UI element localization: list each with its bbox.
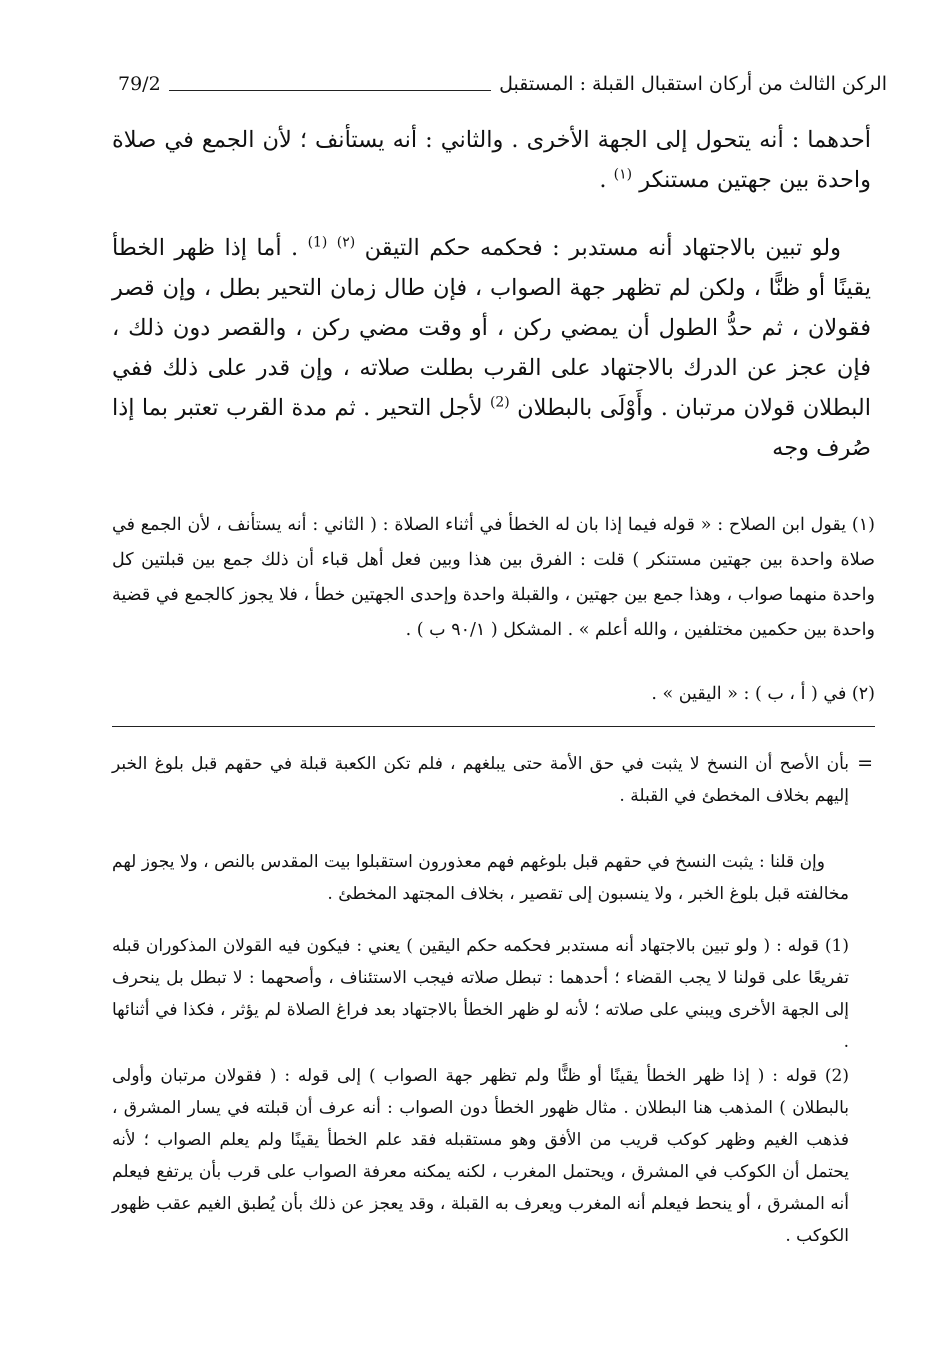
chapter-title: الركن الثالث من أركان استقبال القبلة : المستقبل bbox=[499, 73, 887, 95]
main-text: لأجل التحير . ثم مدة القرب تعتبر بما إذا صُرف وجه bbox=[112, 395, 871, 461]
continuation-mark: = bbox=[857, 752, 873, 774]
main-paragraph-1 bbox=[112, 120, 871, 200]
page-number: 79/2 bbox=[118, 73, 161, 95]
header-rule bbox=[169, 90, 491, 91]
continuation-text: بأن الأصح أن النسخ لا يثبت في حق الأمة حتى يبلغهم ، فلم تكن الكعبة قبلة في حقهم قبل بلوغ الخبر إليهم بخلاف المخطئ في القبلة . bbox=[112, 754, 849, 806]
note-ref: (2) bbox=[489, 394, 510, 411]
running-header bbox=[118, 64, 887, 104]
main-text: ولو تبين بالاجتهاد أنه مستدبر : فحكمه حكم التيقن bbox=[364, 235, 842, 261]
footnote-text: (٢) في ( أ ، ب ) : « اليقين » . bbox=[651, 684, 875, 704]
footnote-ref: (٢) bbox=[336, 234, 356, 251]
commentary-text: (2) قوله : ( إذا ظهر الخطأ يقينًا أو ظنًّا ولم تظهر جهة الصواب ) إلى قوله : ( فقولان مرتبان وأولى بالبطلان ) المذهب هنا البطلان . مثال ظهور الخطأ دون الصواب : أنه عرف أن قبلته في يسار المشرق ، فذهب الغيم وظهر كوكب قريب من الأفق وهو مستقبله فقد علم الخطأ يقينًا ولم يعلم الصواب ؛ لأنه يحتمل أن الكوكب في المشرق ، ويحتمل المغرب ، لكنه يمكنه معرفة الصواب على قرب بأن يرتفع فيعلم أنه المشرق ، أو ينحط فيعلم أنه المغرب ويعرف به القبلة ، وقد يعجز عن ذلك بأن يُطبق الغيم عقب ظهور الكوكب . bbox=[112, 1066, 849, 1246]
footnote-1 bbox=[112, 508, 875, 648]
main-text-end: . bbox=[599, 167, 614, 193]
main-text: أحدهما : أنه يتحول إلى الجهة الأخرى . والثاني : أنه يستأنف ؛ لأن الجمع في صلاة واحدة بين جهتين مستنكر bbox=[112, 127, 871, 193]
commentary-note-2 bbox=[112, 1060, 849, 1252]
section-divider bbox=[112, 726, 875, 727]
commentary-text: (1) قوله : ( ولو تبين بالاجتهاد أنه مستدبر فحكمه حكم اليقين ) يعني : فيكون فيه القولان المذكوران قبله تفريعًا على قولنا لا يجب القضاء ؛ أحدهما : تبطل صلاته فيجب الاستئناف ، وأصحهما : لا تبطل بل ينحرف إلى الجهة الأخرى ويبني على صلاته ؛ لأنه لو ظهر الخطأ بالاجتهاد بعد فراغ الصلاة لم يؤثر ، فكذا في أثنائها . bbox=[112, 936, 849, 1052]
continuation-paragraph-2 bbox=[112, 846, 849, 910]
main-paragraph-2 bbox=[112, 228, 871, 468]
footnote-text: (١) يقول ابن الصلاح : « قوله فيما إذا بان له الخطأ في أثناء الصلاة : ( الثاني : أنه يستأنف ، لأن الجمع في صلاة واحدة بين جهتين مستنكر ) قلت : الفرق بين هذا وبين فعل أهل قباء أن ذلك جمع بين قبلتين كل واحدة منهما صواب ، وهذا جمع بين جهتين ، والقبلة واحدة وإحدى الجهتين خطأ ، فلا يجوز كالجمع في قضية واحدة بين حكمين مختلفين ، والله أعلم » . المشكل ( ٩٠/١ ب ) . bbox=[112, 515, 875, 640]
commentary-note-1 bbox=[112, 930, 849, 1058]
continuation-text: وإن قلنا : يثبت النسخ في حقهم قبل بلوغهم فهم معذورون استقبلوا بيت المقدس بالنص ، ولا يجوز لهم مخالفته قبل بلوغ الخبر ، ولا ينسبون إلى تقصير ، بخلاف المجتهد المخطئ . bbox=[112, 852, 849, 904]
note-ref: (1) bbox=[307, 234, 328, 251]
main-text: . أما إذا ظهر الخطأ يقينًا أو ظنًّا ، ولكن لم تظهر جهة الصواب ، فإن طال زمان التحير بطل ، وإن قصر فقولان ، ثم حدُّ الطول أن يمضي ركن ، أو وقت مضي ركن ، والقصر دون ذلك ، فإن عجز عن الدرك بالاجتهاد على القرب بطلت صلاته ، وإن قدر على ذلك ففي البطلان قولان مرتبان . وأَوْلَى بالبطلان bbox=[112, 235, 871, 421]
footnote-2 bbox=[112, 677, 875, 712]
footnote-ref: (١) bbox=[613, 166, 633, 183]
continuation-paragraph-1 bbox=[112, 748, 849, 812]
